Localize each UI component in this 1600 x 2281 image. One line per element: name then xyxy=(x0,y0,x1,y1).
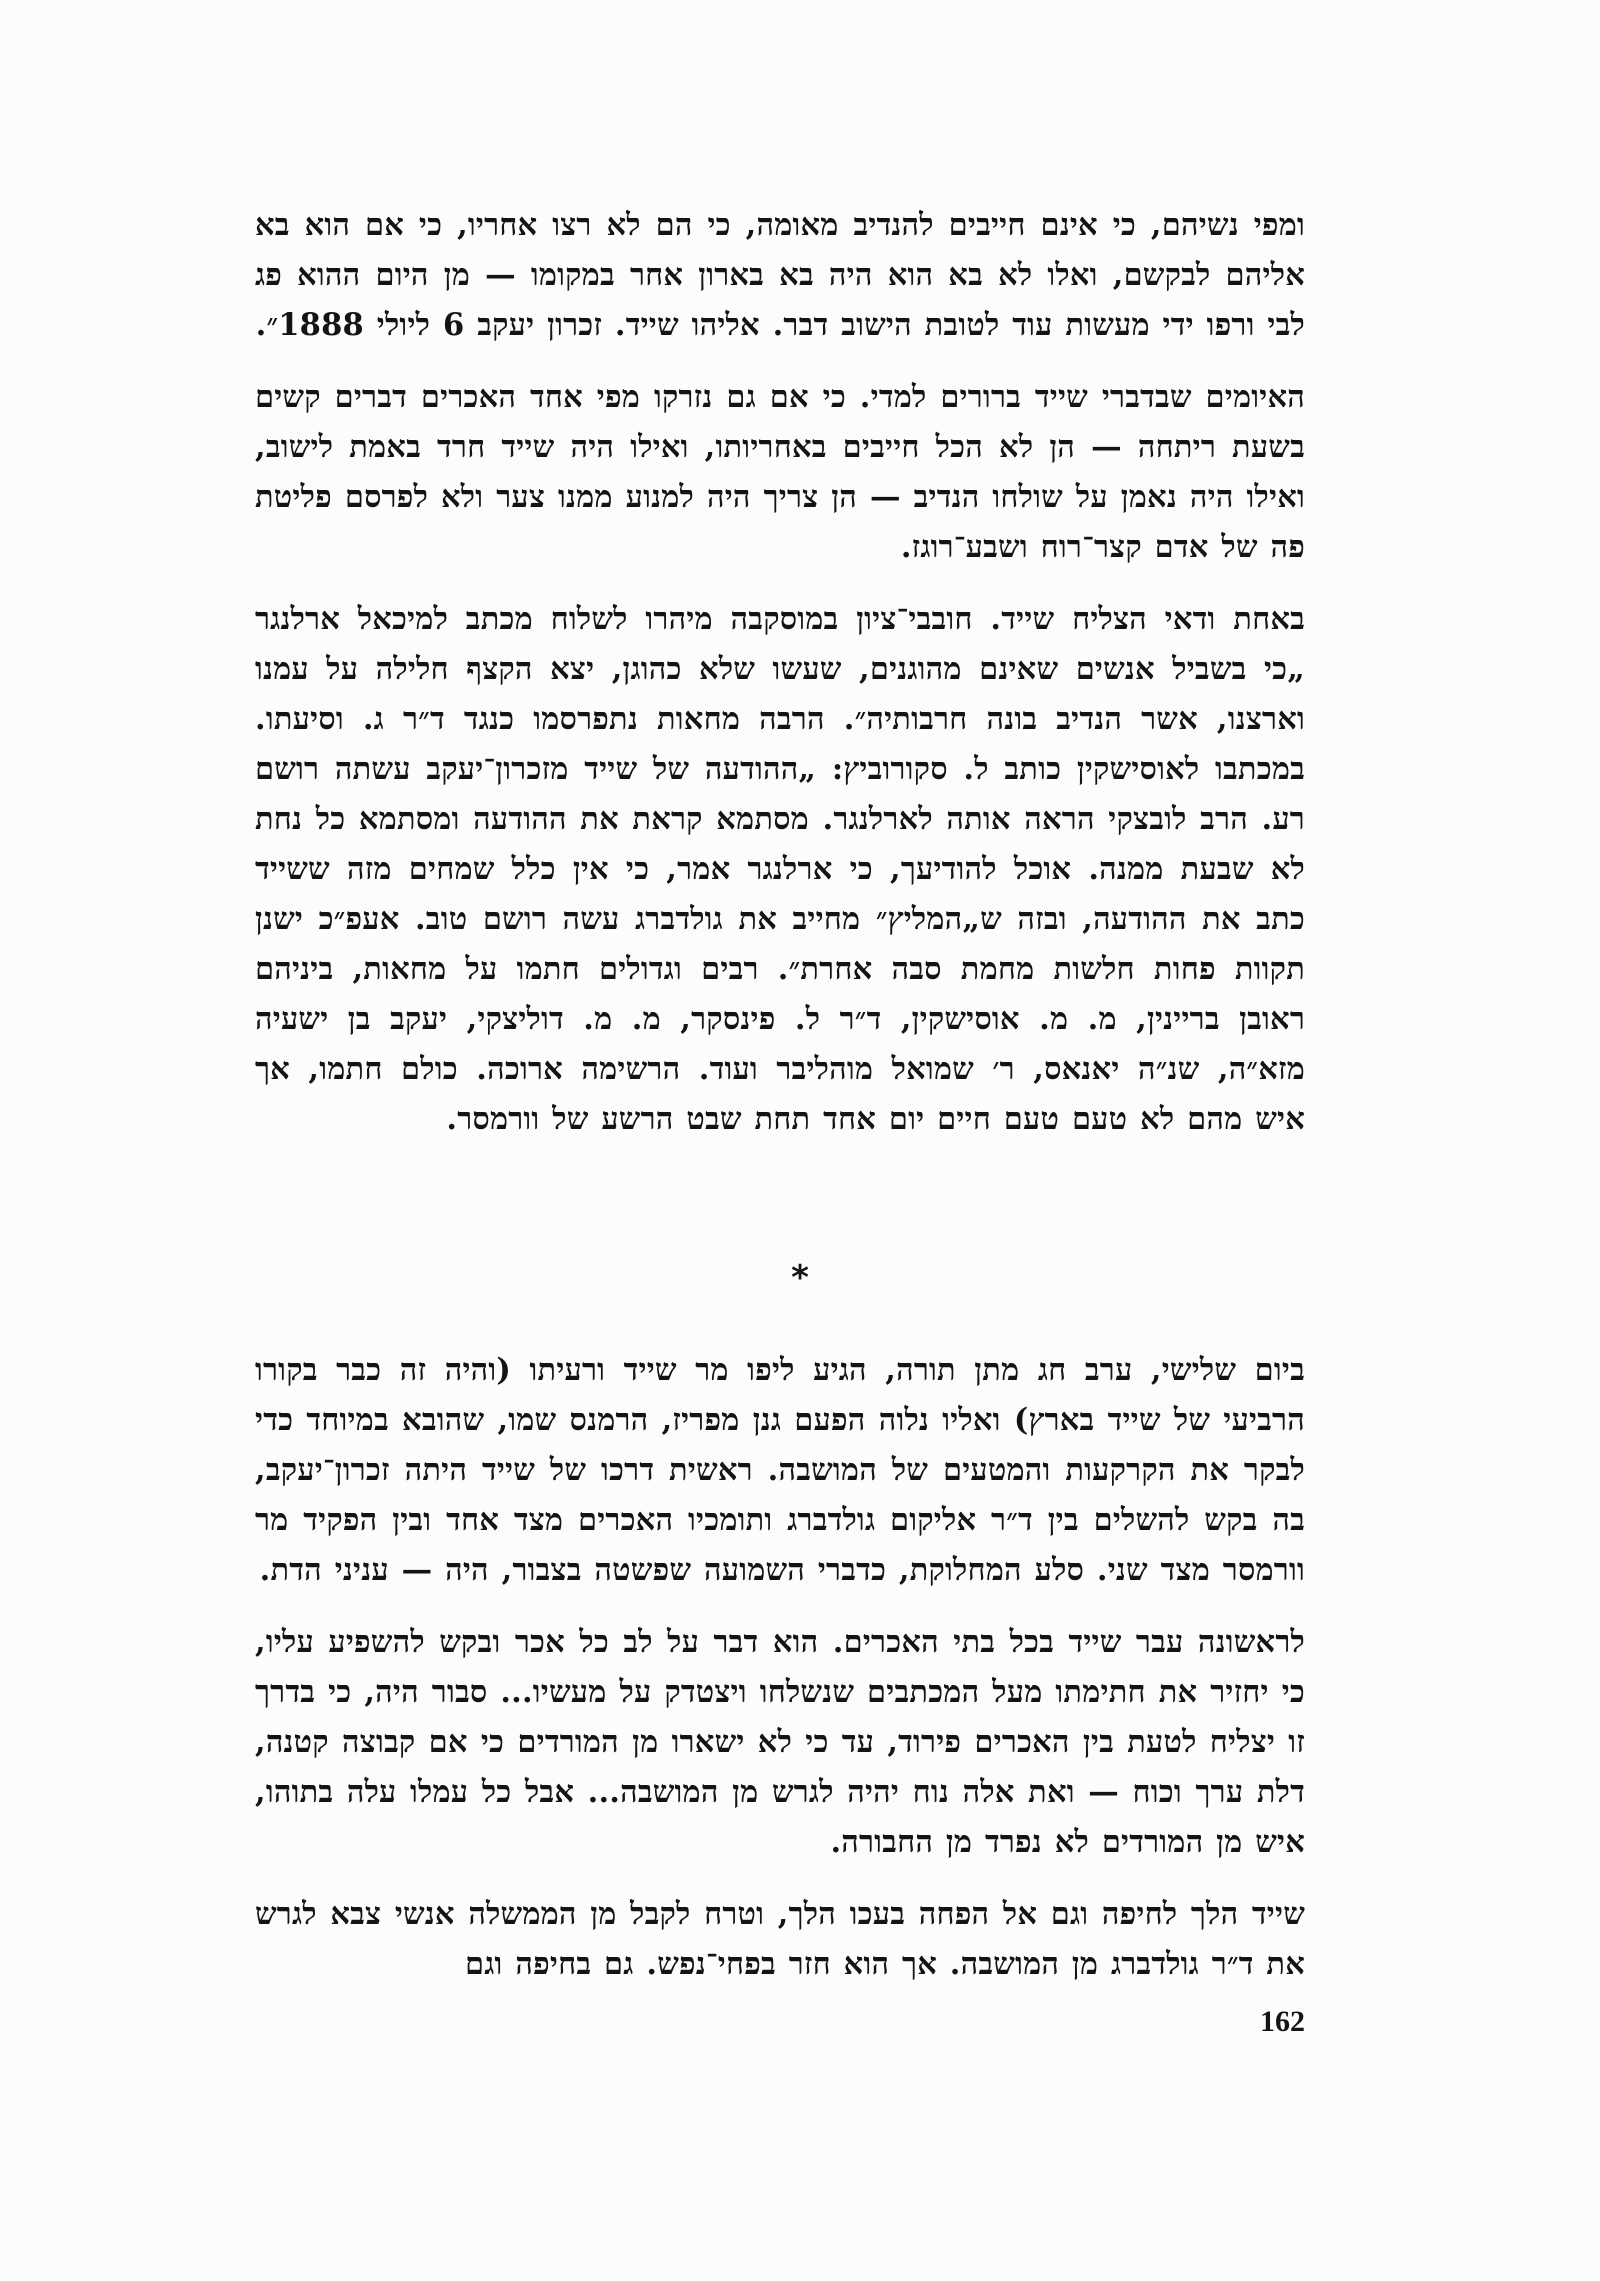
paragraph: האיומים שבדברי שייד ברורים למדי. כי אם גם נזרקו מפי אחד האכרים דברים קשים בשעת ריתחה — הן לא הכל חייבים באחריותו, ואילו היה שייד חרד באמת לישוב, ואילו היה נאמן על שולחו הנדיב — הן צריך היה למנוע ממנו צער ולא לפרסם פליטת פה של אדם קצר־רוח ושבע־רוגז. xyxy=(255,379,1305,565)
paragraph: באחת ודאי הצליח שייד. חובבי־ציון במוסקבה מיהרו לשלוח מכתב למיכאל ארלנגר „כי בשביל אנשים שאינם מהוגנים, שעשו שלא כהוגן, יצא הקצף חלילה על עמנו וארצנו, אשר הנדיב בונה חרבותיה״. הרבה מחאות נתפרסמו כנגד ד״ר ג. וסיעתו. במכתבו לאוסישקין כותב ל. סקורוביץ: „ההודעה של שייד מזכרון־יעקב עשתה רושם רע. הרב לובצקי הראה אותה לארלנגר. מסתמא קראת את ההודעה ומסתמא כל נחת לא שבעת ממנה. אוכל להודיעך, כי ארלנגר אמר, כי אין כלל שמחים מזה ששייד כתב את ההודעה, ובזה ש„המליץ״ מחייב את גולדברג עשה רושם טוב. אעפ״כ ישנן תקוות פחות חלשות מחמת סבה אחרת״. רבים וגדולים חתמו על מחאות, ביניהם ראובן בריינין, מ. מ. אוסישקין, ד״ר ל. פינסקר, מ. מ. דוליצקי, יעקב בן ישעיה מזא״ה, שנ״ה יאנאס, ר׳ שמואל מוהליבר ועוד. הרשימה ארוכה. כולם חתמו, אך איש מהם לא טעם טעם חיים יום אחד תחת שבט הרשע של וורמסר. xyxy=(255,601,1305,1137)
section-separator: * xyxy=(791,1258,809,1298)
paragraph: ביום שלישי, ערב חג מתן תורה, הגיע ליפו מר שייד ורעיתו (והיה זה כבר בקורו הרביעי של שייד בארץ) ואליו נלוה הפעם גנן מפריז, הרמנס שמו, שהובא במיוחד כדי לבקר את הקרקעות והמטעים של המושבה. ראשית דרכו של שייד היתה זכרון־יעקב, בה בקש להשלים בין ד״ר אליקום גולדברג ותומכיו האכרים מצד אחד ובין הפקיד מר וורמסר מצד שני. סלע המחלוקת, כדברי השמועה שפשטה בצבור, היה — עניני הדת. xyxy=(255,1352,1305,1588)
text-section-1 xyxy=(255,200,1305,1166)
paragraph: לראשונה עבר שייד בכל בתי האכרים. הוא דבר על לב כל אכר ובקש להשפיע עליו, כי יחזיר את חתימתו מעל המכתבים שנשלחו ויצטדק על מעשיו... סבור היה, כי בדרך זו יצליח לטעת בין האכרים פירוד, עד כי לא ישארו מן המורדים כי אם קבוצה קטנה, דלת ערך וכוח — ואת אלה נוח יהיה לגרש מן המושבה... אבל כל עמלו עלה בתוהו, איש מן המורדים לא נפרד מן החבורה. xyxy=(255,1624,1305,1860)
page-number: 162 xyxy=(1260,2005,1305,2038)
text-section-2 xyxy=(255,1345,1305,2011)
paragraph: שייד הלך לחיפה וגם אל הפחה בעכו הלך, וטרח לקבל מן הממשלה אנשי צבא לגרש את ד״ר גולדברג מן המושבה. אך הוא חזר בפחי־נפש. גם בחיפה וגם xyxy=(255,1896,1305,1982)
paragraph: ומפי נשיהם, כי אינם חייבים להנדיב מאומה, כי הם לא רצו אחריו, כי אם הוא בא אליהם לבקשם, ואלו לא בא הוא היה בא בארון אחר במקומו — מן היום ההוא פג לבי ורפו ידי מעשות עוד לטובת הישוב דבר. אליהו שייד. זכרון יעקב 6 ליולי 1888״. xyxy=(255,207,1305,343)
